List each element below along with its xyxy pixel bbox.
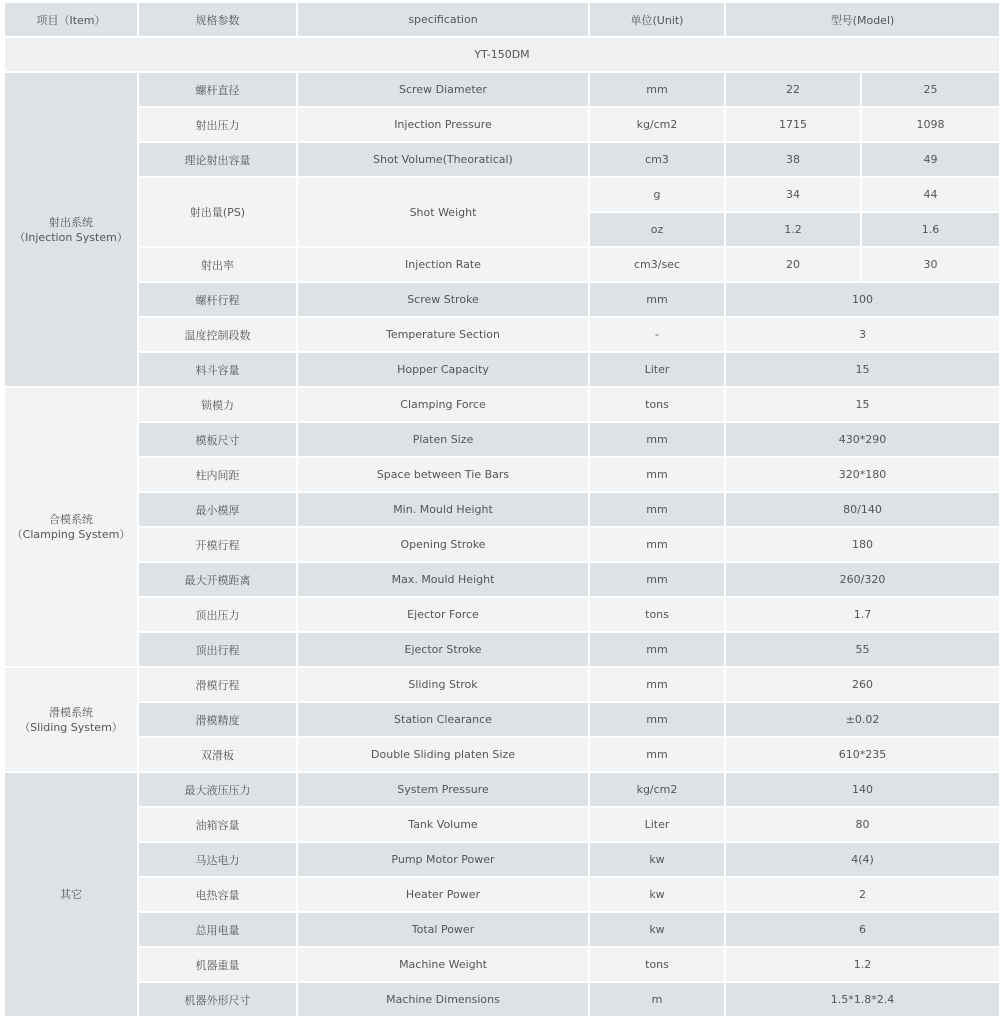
param-unit: oz bbox=[590, 213, 724, 248]
param-cn: 锁模力 bbox=[139, 388, 296, 423]
param-unit: tons bbox=[590, 388, 724, 423]
table-row bbox=[5, 423, 999, 458]
table-row bbox=[5, 913, 999, 948]
table-row bbox=[5, 318, 999, 353]
param-cn: 滑模行程 bbox=[139, 668, 296, 703]
param-cn: 机器外形尺寸 bbox=[139, 983, 296, 1018]
table-row bbox=[5, 458, 999, 493]
param-unit: cm3/sec bbox=[590, 248, 724, 283]
param-en: Screw Diameter bbox=[298, 73, 588, 108]
header-params: 规格参数 bbox=[139, 3, 296, 38]
param-unit: kw bbox=[590, 843, 724, 878]
param-en: Injection Pressure bbox=[298, 108, 588, 143]
param-cn: 顶出压力 bbox=[139, 598, 296, 633]
param-cn: 温度控制段数 bbox=[139, 318, 296, 353]
param-unit: mm bbox=[590, 668, 724, 703]
table-row bbox=[5, 808, 999, 843]
table-row bbox=[5, 248, 999, 283]
param-en: Min. Mould Height bbox=[298, 493, 588, 528]
param-en: Machine Weight bbox=[298, 948, 588, 983]
table-row bbox=[5, 563, 999, 598]
param-en: Clamping Force bbox=[298, 388, 588, 423]
table-row bbox=[5, 668, 999, 703]
group-en: （Injection System） bbox=[14, 230, 128, 244]
param-unit: mm bbox=[590, 493, 724, 528]
param-en: Max. Mould Height bbox=[298, 563, 588, 598]
param-cn: 柱内间距 bbox=[139, 458, 296, 493]
header-specification: specification bbox=[298, 3, 588, 38]
param-cn: 最大开模距离 bbox=[139, 563, 296, 598]
param-cn: 顶出行程 bbox=[139, 633, 296, 668]
param-en: System Pressure bbox=[298, 773, 588, 808]
param-unit: - bbox=[590, 318, 724, 353]
param-value-2: 1.6 bbox=[862, 213, 999, 248]
group-cn: 合模系统 bbox=[49, 513, 93, 526]
param-value: 3 bbox=[726, 318, 999, 353]
param-value: 15 bbox=[726, 388, 999, 423]
param-cn: 射出压力 bbox=[139, 108, 296, 143]
param-value-2: 44 bbox=[862, 178, 999, 213]
param-cn: 螺杆直径 bbox=[139, 73, 296, 108]
param-en: Shot Weight bbox=[298, 178, 588, 248]
group-injection bbox=[5, 73, 137, 388]
group-clamping bbox=[5, 388, 137, 668]
param-value-2: 30 bbox=[862, 248, 999, 283]
param-unit: mm bbox=[590, 528, 724, 563]
table-row bbox=[5, 598, 999, 633]
param-value: 260 bbox=[726, 668, 999, 703]
param-unit: kg/cm2 bbox=[590, 108, 724, 143]
param-cn: 双滑板 bbox=[139, 738, 296, 773]
table-row bbox=[5, 283, 999, 318]
param-cn: 总用电量 bbox=[139, 913, 296, 948]
table-row bbox=[5, 703, 999, 738]
table-row bbox=[5, 388, 999, 423]
param-unit: mm bbox=[590, 738, 724, 773]
table-row bbox=[5, 878, 999, 913]
param-en: Sliding Strok bbox=[298, 668, 588, 703]
param-value-1: 22 bbox=[726, 73, 860, 108]
header-item: 项目（Item） bbox=[5, 3, 137, 38]
param-value-2: 1098 bbox=[862, 108, 999, 143]
group-cn: 其它 bbox=[60, 888, 82, 901]
param-value: 1.2 bbox=[726, 948, 999, 983]
param-value-1: 20 bbox=[726, 248, 860, 283]
group-cn: 滑模系统 bbox=[49, 705, 93, 719]
param-unit: mm bbox=[590, 283, 724, 318]
param-value: 1.5*1.8*2.4 bbox=[726, 983, 999, 1018]
table-row bbox=[5, 633, 999, 668]
param-cn: 射出量(PS) bbox=[139, 178, 296, 248]
param-en: Station Clearance bbox=[298, 703, 588, 738]
param-cn: 最大液压压力 bbox=[139, 773, 296, 808]
param-unit: kg/cm2 bbox=[590, 773, 724, 808]
model-row bbox=[5, 38, 999, 73]
param-value: 430*290 bbox=[726, 423, 999, 458]
table-row bbox=[5, 143, 999, 178]
group-other bbox=[5, 773, 137, 1018]
param-cn: 最小模厚 bbox=[139, 493, 296, 528]
table-row bbox=[5, 738, 999, 773]
param-cn: 马达电力 bbox=[139, 843, 296, 878]
table-row bbox=[5, 948, 999, 983]
param-cn: 滑模精度 bbox=[139, 703, 296, 738]
param-unit: cm3 bbox=[590, 143, 724, 178]
table-row bbox=[5, 843, 999, 878]
param-en: Tank Volume bbox=[298, 808, 588, 843]
param-unit: g bbox=[590, 178, 724, 213]
param-cn: 模板尺寸 bbox=[139, 423, 296, 458]
param-value: 180 bbox=[726, 528, 999, 563]
param-en: Heater Power bbox=[298, 878, 588, 913]
param-unit: mm bbox=[590, 703, 724, 738]
header-model: 型号(Model) bbox=[726, 3, 999, 38]
param-value: 15 bbox=[726, 353, 999, 388]
param-value: 100 bbox=[726, 283, 999, 318]
group-sliding bbox=[5, 668, 137, 773]
param-value: 80 bbox=[726, 808, 999, 843]
param-en: Opening Stroke bbox=[298, 528, 588, 563]
table-row bbox=[5, 983, 999, 1018]
param-unit: mm bbox=[590, 423, 724, 458]
spec-table bbox=[3, 3, 1000, 1018]
param-value-1: 38 bbox=[726, 143, 860, 178]
param-unit: mm bbox=[590, 73, 724, 108]
table-row bbox=[5, 73, 999, 108]
param-unit: Liter bbox=[590, 353, 724, 388]
param-cn: 油箱容量 bbox=[139, 808, 296, 843]
param-unit: mm bbox=[590, 633, 724, 668]
param-cn: 射出率 bbox=[139, 248, 296, 283]
param-en: Double Sliding platen Size bbox=[298, 738, 588, 773]
param-value: 6 bbox=[726, 913, 999, 948]
param-unit: mm bbox=[590, 563, 724, 598]
param-en: Shot Volume(Theoratical) bbox=[298, 143, 588, 178]
param-value: 260/320 bbox=[726, 563, 999, 598]
param-value: 140 bbox=[726, 773, 999, 808]
param-unit: mm bbox=[590, 458, 724, 493]
param-value-1: 1.2 bbox=[726, 213, 860, 248]
param-en: Ejector Force bbox=[298, 598, 588, 633]
param-value-2: 25 bbox=[862, 73, 999, 108]
model-name: YT-150DM bbox=[5, 38, 999, 73]
param-unit: Liter bbox=[590, 808, 724, 843]
param-unit: tons bbox=[590, 948, 724, 983]
table-row bbox=[5, 353, 999, 388]
table-row bbox=[5, 108, 999, 143]
param-value: 610*235 bbox=[726, 738, 999, 773]
group-en: （Clamping System） bbox=[11, 528, 131, 541]
param-en: Hopper Capacity bbox=[298, 353, 588, 388]
param-en: Temperature Section bbox=[298, 318, 588, 353]
param-cn: 料斗容量 bbox=[139, 353, 296, 388]
param-en: Pump Motor Power bbox=[298, 843, 588, 878]
param-en: Injection Rate bbox=[298, 248, 588, 283]
param-value: 1.7 bbox=[726, 598, 999, 633]
param-value: 2 bbox=[726, 878, 999, 913]
table-row bbox=[5, 528, 999, 563]
param-unit: tons bbox=[590, 598, 724, 633]
group-cn: 射出系统 bbox=[49, 215, 93, 229]
param-value-1: 1715 bbox=[726, 108, 860, 143]
param-value: ±0.02 bbox=[726, 703, 999, 738]
param-value-1: 34 bbox=[726, 178, 860, 213]
param-value: 55 bbox=[726, 633, 999, 668]
param-unit: kw bbox=[590, 878, 724, 913]
param-value: 80/140 bbox=[726, 493, 999, 528]
param-value: 4(4) bbox=[726, 843, 999, 878]
table-row bbox=[5, 773, 999, 808]
header-unit: 单位(Unit) bbox=[590, 3, 724, 38]
param-cn: 理论射出容量 bbox=[139, 143, 296, 178]
table-row bbox=[5, 178, 999, 213]
param-en: Space between Tie Bars bbox=[298, 458, 588, 493]
group-en: （Sliding System） bbox=[19, 720, 123, 734]
param-value-2: 49 bbox=[862, 143, 999, 178]
param-cn: 螺杆行程 bbox=[139, 283, 296, 318]
param-en: Machine Dimensions bbox=[298, 983, 588, 1018]
param-cn: 开模行程 bbox=[139, 528, 296, 563]
param-en: Screw Stroke bbox=[298, 283, 588, 318]
param-unit: m bbox=[590, 983, 724, 1018]
param-cn: 电热容量 bbox=[139, 878, 296, 913]
table-row bbox=[5, 493, 999, 528]
param-cn: 机器重量 bbox=[139, 948, 296, 983]
param-value: 320*180 bbox=[726, 458, 999, 493]
param-en: Total Power bbox=[298, 913, 588, 948]
param-en: Ejector Stroke bbox=[298, 633, 588, 668]
header-row bbox=[5, 3, 999, 38]
param-en: Platen Size bbox=[298, 423, 588, 458]
param-unit: kw bbox=[590, 913, 724, 948]
